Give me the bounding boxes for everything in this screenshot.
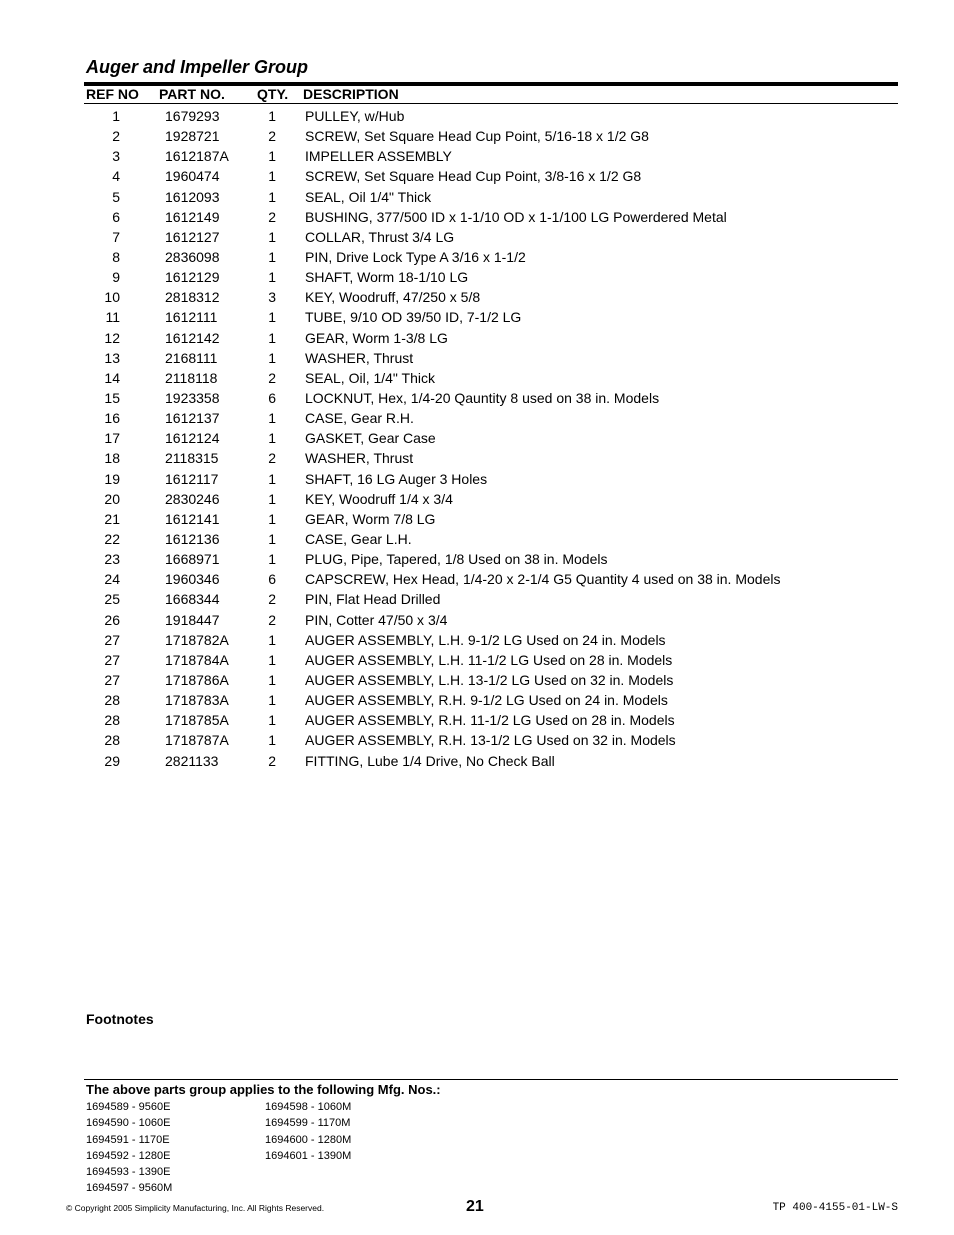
table-row: [0, 448, 954, 468]
ref-no-cell: 13: [104, 349, 120, 366]
qty-cell: 1: [268, 248, 276, 265]
header-part-no: PART NO.: [159, 86, 225, 102]
qty-cell: 1: [268, 269, 276, 286]
description-cell: GEAR, Worm 1-3/8 LG: [305, 329, 448, 346]
ref-no-cell: 1: [112, 108, 120, 124]
description-cell: PULLEY, w/Hub: [305, 108, 405, 124]
mfg-number: 1694601 - 1390M: [265, 1149, 352, 1162]
ref-no-cell: 11: [105, 309, 120, 326]
description-cell: PIN, Drive Lock Type A 3/16 x 1-1/2: [305, 248, 526, 265]
description-cell: GEAR, Worm 7/8 LG: [305, 510, 436, 527]
ref-no-cell: 28: [104, 692, 120, 709]
table-row: [0, 368, 954, 388]
part-no-cell: 2818312: [165, 289, 220, 306]
description-cell: AUGER ASSEMBLY, R.H. 9-1/2 LG Used on 24 in. Models: [305, 692, 668, 709]
page-number: 21: [466, 1198, 484, 1215]
qty-cell: 1: [268, 168, 276, 185]
description-cell: CASE, Gear R.H.: [305, 410, 414, 427]
part-no-cell: 2118315: [165, 450, 219, 467]
table-row: [0, 207, 954, 227]
ref-no-cell: 23: [104, 551, 120, 568]
table-row: [0, 408, 954, 428]
table-row: [0, 670, 954, 690]
part-no-cell: 1612124: [165, 430, 220, 447]
qty-cell: 2: [268, 591, 276, 608]
part-no-cell: 1612127: [165, 228, 220, 245]
qty-cell: 6: [268, 571, 276, 588]
ref-no-cell: 29: [104, 752, 120, 769]
qty-cell: 1: [268, 671, 276, 688]
description-cell: LOCKNUT, Hex, 1/4-20 Qauntity 8 used on 38 in. Models: [305, 389, 660, 406]
part-no-cell: 1612093: [165, 188, 220, 205]
qty-cell: 1: [268, 732, 276, 749]
part-no-cell: 1612137: [165, 410, 220, 427]
table-row: [0, 730, 954, 750]
description-cell: AUGER ASSEMBLY, L.H. 9-1/2 LG Used on 24 in. Models: [305, 631, 666, 648]
description-cell: KEY, Woodruff, 47/250 x 5/8: [305, 289, 481, 306]
part-no-cell: 1960474: [165, 168, 220, 185]
mfg-number: 1694593 - 1390E: [86, 1166, 171, 1179]
part-no-cell: 2168111: [165, 349, 218, 366]
ref-no-cell: 27: [104, 671, 120, 688]
description-cell: SEAL, Oil 1/4" Thick: [305, 188, 432, 205]
ref-no-cell: 9: [112, 269, 120, 286]
table-row: [0, 146, 954, 166]
ref-no-cell: 28: [104, 712, 120, 729]
table-row: [0, 287, 954, 307]
ref-no-cell: 27: [104, 651, 120, 668]
mfg-number: 1694597 - 9560M: [86, 1182, 173, 1195]
page-title: Auger and Impeller Group: [86, 57, 309, 77]
description-cell: GASKET, Gear Case: [305, 430, 436, 447]
description-cell: AUGER ASSEMBLY, L.H. 11-1/2 LG Used on 28 in. Models: [305, 651, 673, 668]
ref-no-cell: 17: [104, 430, 120, 447]
description-cell: AUGER ASSEMBLY, R.H. 11-1/2 LG Used on 28 in. Models: [305, 712, 675, 729]
qty-cell: 1: [268, 410, 276, 427]
mfg-number: 1694600 - 1280M: [265, 1133, 352, 1146]
ref-no-cell: 6: [112, 208, 120, 225]
part-no-cell: 1612129: [165, 269, 220, 286]
mfg-number: 1694590 - 1060E: [86, 1117, 171, 1130]
header-ref-no: REF NO: [86, 86, 139, 102]
table-row: [0, 690, 954, 710]
ref-no-cell: 25: [104, 591, 120, 608]
table-row: [0, 710, 954, 730]
mfg-number: 1694599 - 1170M: [265, 1117, 351, 1130]
mfg-list-col2: [265, 1099, 351, 1164]
qty-cell: 2: [268, 128, 276, 145]
qty-cell: 1: [268, 510, 276, 527]
table-row: [0, 106, 954, 126]
header-description: DESCRIPTION: [303, 86, 399, 102]
description-cell: FITTING, Lube 1/4 Drive, No Check Ball: [305, 752, 555, 769]
ref-no-cell: 18: [104, 450, 120, 467]
table-row: [0, 187, 954, 207]
table-row: [0, 328, 954, 348]
qty-cell: 1: [268, 349, 276, 366]
table-row: [0, 549, 954, 569]
parts-table: [0, 106, 954, 771]
part-no-cell: 1612187A: [165, 148, 229, 165]
mfg-heading: The above parts group applies to the following Mfg. Nos.:: [86, 1082, 441, 1097]
mfg-list-col1: [86, 1099, 172, 1197]
description-cell: TUBE, 9/10 OD 39/50 ID, 7-1/2 LG: [305, 309, 522, 326]
qty-cell: 1: [268, 329, 276, 346]
mfg-number: 1694589 - 9560E: [86, 1101, 171, 1113]
qty-cell: 1: [268, 470, 276, 487]
part-no-cell: 1718787A: [165, 732, 229, 749]
description-cell: SEAL, Oil, 1/4" Thick: [305, 369, 435, 386]
description-cell: WASHER, Thrust: [305, 450, 414, 467]
qty-cell: 3: [268, 289, 276, 306]
ref-no-cell: 26: [104, 611, 120, 628]
qty-cell: 2: [268, 752, 276, 769]
mfg-number: 1694592 - 1280E: [86, 1149, 171, 1162]
part-no-cell: 1718783A: [165, 692, 229, 709]
part-no-cell: 1960346: [165, 571, 220, 588]
qty-cell: 1: [268, 148, 276, 165]
description-cell: PIN, Flat Head Drilled: [305, 591, 441, 608]
ref-no-cell: 7: [112, 228, 120, 245]
document-id: TP 400-4155-01-LW-S: [772, 1202, 898, 1214]
ref-no-cell: 3: [112, 148, 120, 165]
table-row: [0, 610, 954, 630]
part-no-cell: 1612117: [165, 470, 219, 487]
qty-cell: 1: [268, 692, 276, 709]
table-row: [0, 247, 954, 267]
ref-no-cell: 19: [104, 470, 120, 487]
part-no-cell: 1718782A: [165, 631, 229, 648]
table-row: [0, 569, 954, 589]
part-no-cell: 1612136: [165, 530, 220, 547]
mfg-number: 1694591 - 1170E: [86, 1133, 170, 1146]
qty-cell: 1: [268, 490, 276, 507]
part-no-cell: 1679293: [165, 108, 220, 124]
table-row: [0, 529, 954, 549]
qty-cell: 1: [268, 551, 276, 568]
part-no-cell: 1918447: [165, 611, 220, 628]
ref-no-cell: 27: [104, 631, 120, 648]
table-row: [0, 489, 954, 509]
table-row: [0, 227, 954, 247]
part-no-cell: 1718784A: [165, 651, 229, 668]
part-no-cell: 1612111: [165, 309, 218, 326]
description-cell: SCREW, Set Square Head Cup Point, 3/8-16 x 1/2 G8: [305, 168, 642, 185]
header-qty: QTY.: [257, 86, 289, 102]
ref-no-cell: 22: [104, 530, 120, 547]
ref-no-cell: 20: [104, 490, 120, 507]
ref-no-cell: 10: [104, 289, 120, 306]
description-cell: KEY, Woodruff 1/4 x 3/4: [305, 490, 453, 507]
qty-cell: 1: [268, 631, 276, 648]
ref-no-cell: 14: [104, 369, 120, 386]
table-row: [0, 589, 954, 609]
description-cell: IMPELLER ASSEMBLY: [305, 148, 452, 165]
table-row: [0, 428, 954, 448]
description-cell: BUSHING, 377/500 ID x 1-1/10 OD x 1-1/100 LG Powerdered Metal: [305, 208, 727, 225]
part-no-cell: 1923358: [165, 389, 220, 406]
part-no-cell: 2118118: [165, 369, 218, 386]
mfg-number: 1694598 - 1060M: [265, 1101, 352, 1113]
part-no-cell: 1718785A: [165, 712, 229, 729]
ref-no-cell: 21: [104, 510, 120, 527]
table-row: [0, 307, 954, 327]
qty-cell: 1: [268, 712, 276, 729]
qty-cell: 1: [268, 108, 276, 124]
qty-cell: 2: [268, 208, 276, 225]
part-no-cell: 1668971: [165, 551, 220, 568]
part-no-cell: 2821133: [165, 752, 219, 769]
description-cell: WASHER, Thrust: [305, 349, 414, 366]
qty-cell: 1: [268, 228, 276, 245]
part-no-cell: 1928721: [165, 128, 220, 145]
mfg-rule: [84, 1079, 898, 1080]
ref-no-cell: 16: [104, 410, 120, 427]
description-cell: PIN, Cotter 47/50 x 3/4: [305, 611, 448, 628]
description-cell: CASE, Gear L.H.: [305, 530, 412, 547]
ref-no-cell: 2: [112, 128, 120, 145]
description-cell: AUGER ASSEMBLY, R.H. 13-1/2 LG Used on 32 in. Models: [305, 732, 676, 749]
part-no-cell: 1718786A: [165, 671, 229, 688]
header-rule: [84, 103, 898, 104]
footnotes-heading: Footnotes: [86, 1011, 154, 1027]
table-row: [0, 751, 954, 771]
description-cell: SHAFT, Worm 18-1/10 LG: [305, 269, 469, 286]
qty-cell: 2: [268, 611, 276, 628]
qty-cell: 2: [268, 369, 276, 386]
part-no-cell: 2836098: [165, 248, 220, 265]
qty-cell: 1: [268, 530, 276, 547]
qty-cell: 2: [268, 450, 276, 467]
ref-no-cell: 4: [112, 168, 120, 185]
ref-no-cell: 15: [104, 389, 120, 406]
description-cell: CAPSCREW, Hex Head, 1/4-20 x 2-1/4 G5 Quantity 4 used on 38 in. Models: [305, 571, 781, 588]
part-no-cell: 1612142: [165, 329, 220, 346]
table-row: [0, 630, 954, 650]
table-row: [0, 509, 954, 529]
part-no-cell: 1668344: [165, 591, 220, 608]
part-no-cell: 1612141: [165, 510, 220, 527]
ref-no-cell: 5: [112, 188, 120, 205]
description-cell: PLUG, Pipe, Tapered, 1/8 Used on 38 in. Models: [305, 551, 608, 568]
part-no-cell: 1612149: [165, 208, 220, 225]
description-cell: AUGER ASSEMBLY, L.H. 13-1/2 LG Used on 32 in. Models: [305, 671, 674, 688]
qty-cell: 1: [268, 651, 276, 668]
ref-no-cell: 12: [104, 329, 120, 346]
table-row: [0, 388, 954, 408]
table-row: [0, 348, 954, 368]
qty-cell: 6: [268, 389, 276, 406]
description-cell: SCREW, Set Square Head Cup Point, 5/16-18 x 1/2 G8: [305, 128, 649, 145]
part-no-cell: 2830246: [165, 490, 220, 507]
ref-no-cell: 28: [104, 732, 120, 749]
qty-cell: 1: [268, 309, 276, 326]
table-row: [0, 166, 954, 186]
description-cell: SHAFT, 16 LG Auger 3 Holes: [305, 470, 488, 487]
ref-no-cell: 24: [104, 571, 120, 588]
qty-cell: 1: [268, 188, 276, 205]
qty-cell: 1: [268, 430, 276, 447]
table-row: [0, 650, 954, 670]
copyright-text: © Copyright 2005 Simplicity Manufacturing, Inc. All Rights Reserved.: [66, 1203, 325, 1213]
description-cell: COLLAR, Thrust 3/4 LG: [305, 228, 455, 245]
table-row: [0, 126, 954, 146]
table-row: [0, 469, 954, 489]
table-row: [0, 267, 954, 287]
ref-no-cell: 8: [112, 248, 120, 265]
